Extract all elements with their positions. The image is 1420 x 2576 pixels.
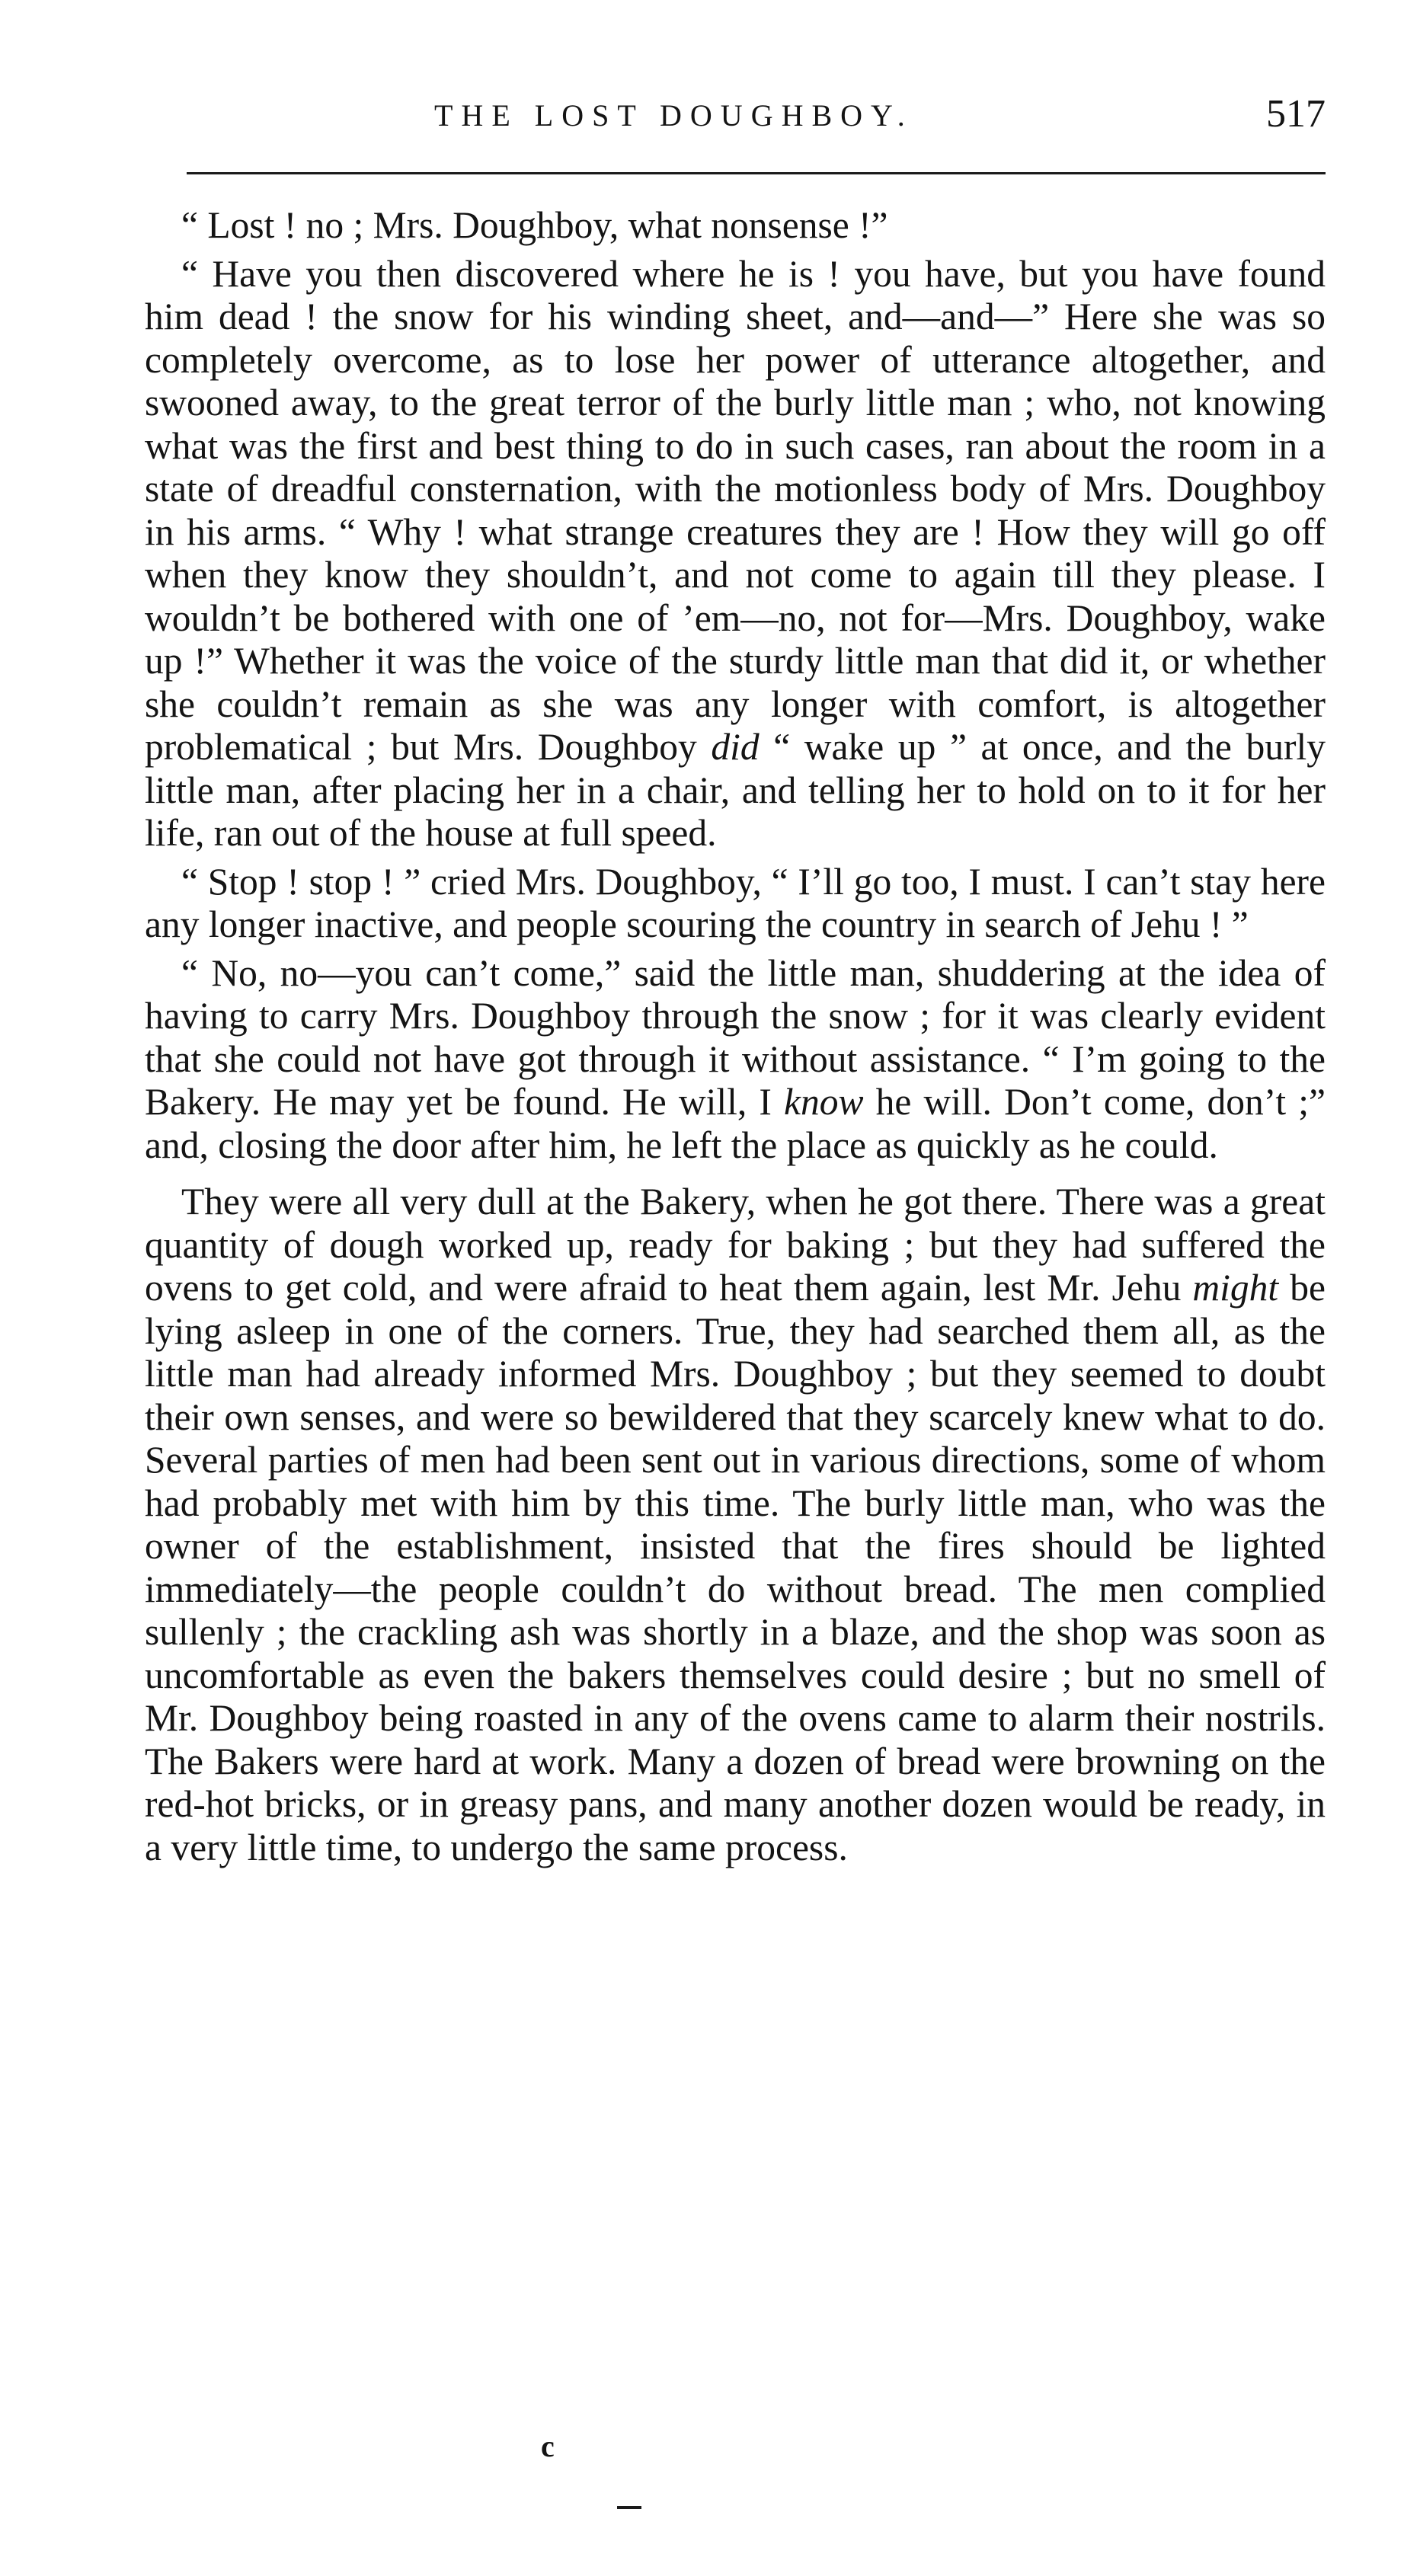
book-page — [145, 0, 1326, 2576]
paragraph — [145, 1181, 1326, 1869]
italic-emphasis: did — [711, 726, 760, 768]
header-rule — [187, 172, 1326, 174]
paragraph-text: They were all very dull at the Bakery, when he got there. There was a great quantity of dough worked up, ready for baking ; but they had suffered the ovens to get cold, and were afraid to heat them again, lest Mr. Jehu — [145, 1181, 1326, 1309]
italic-emphasis: might — [1192, 1267, 1279, 1309]
paragraph — [145, 204, 1326, 248]
italic-emphasis: know — [784, 1081, 864, 1123]
running-title: THE LOST DOUGHBOY. — [434, 98, 913, 133]
paragraph — [145, 952, 1326, 1168]
running-head — [145, 92, 1326, 143]
paragraph-text: “ Stop ! stop ! ” cried Mrs. Doughboy, “ I’ll go too, I must. I can’t stay here any longer inactive, and people scouring the country in search of Jehu ! ” — [145, 860, 1326, 945]
paragraph — [145, 253, 1326, 855]
paragraph-text: “ Lost ! no ; Mrs. Doughboy, what nonsense !” — [181, 204, 888, 246]
paragraph — [145, 861, 1326, 947]
paragraph-text: be lying asleep in one of the corners. True, they had searched them all, as the little man had already informed Mrs. Doughboy ; but they seemed to doubt their own senses, and were so bewildered that they scarcely knew what to do. Several parties of men had been sent out in various directions, some of whom had probably met with him by this time. The burly little man, who was the owner of the establishment, insisted that the fires should be lighted immediately—the people couldn’t do without bread. The men complied sullenly ; the crackling ash was shortly in a blaze, and the shop was soon as uncomfortable as even the bakers themselves could desire ; but no smell of Mr. Doughboy being roasted in any of the ovens came to alarm their nostrils. The Bakers were hard at work. Many a dozen of bread were browning on the red-hot bricks, or in greasy pans, and many another dozen would be ready, in a very little time, to undergo the same process. — [145, 1267, 1326, 1868]
body-text — [145, 204, 1326, 1874]
paragraph-text: “ No, no—you can’t come,” said the little man, shuddering at the idea of having to carry Mrs. Doughboy through the snow ; for it was clearly evident that she could not have got through it without assistance. “ I’m going to the Bakery. He may yet be found. He will, I — [145, 951, 1326, 1123]
footer-dash — [617, 2506, 641, 2509]
paragraph-text: “ wake up ” at once, and the burly little man, after placing her in a chair, and telling her to hold on to it for her life, ran out of the house at full speed. — [145, 726, 1326, 854]
signature-mark: c — [541, 2429, 555, 2463]
paragraph-text: “ Have you then discovered where he is ! you have, but you have found him dead ! the snow for his winding sheet, and—and—” Here she was so completely overcome, as to lose her power of utterance altogether, and swooned away, to the great terror of the burly little man ; who, not knowing what was the first and best thing to do in such cases, ran about the room in a state of dreadful consternation, with the motionless body of Mrs. Doughboy in his arms. “ Why ! what strange creatures they are ! How they will go off when they know they shouldn’t, and not come to again till they please. I wouldn’t be bothered with one of ’em—no, not for—Mrs. Doughboy, wake up !” Whether it was the voice of the sturdy little man that did it, or whether she couldn’t remain as she was any longer with comfort, is altogether problematical ; but Mrs. Doughboy — [145, 252, 1326, 768]
page-number: 517 — [1266, 92, 1326, 136]
paragraph-text: he will. Don’t come, don’t ;” and, closing the door after him, he left the place as quickly as he could. — [145, 1081, 1326, 1166]
